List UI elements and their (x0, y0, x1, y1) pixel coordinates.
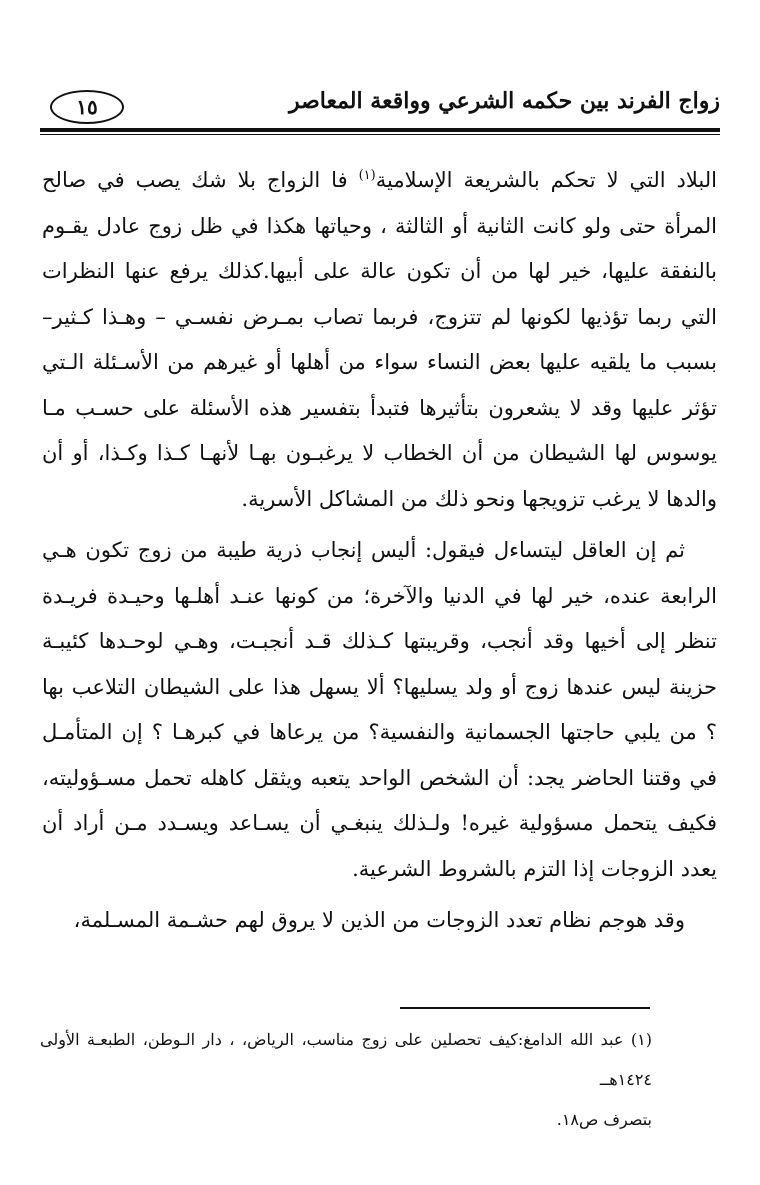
paragraph-1-rest: فا الزواج بلا شك يصب في صالح المرأة حتى ولو كانت الثانية أو الثالثة ، وحياتها هكذا في ظل زوج عادل يقـوم بالنفقة عليها، خير لها من أن تكون عالة على أبيها.كذلك يرفع عنها النظرات التي ربما تؤذيها لكونها لم تتزوج، فربما تصاب بمـرض نفسـي – وهـذا كـثير– بسبب ما يلقيه عليها بعض النساء سواء من أهلها أو غيرهم من الأسـئلة الـتي تؤثر عليها وقد لا يشعرون بتأثيرها فتبدأ بتفسير هذه الأسئلة على حسـب مـا يوسوس لها الشيطان من أن الخطاب لا يرغبـون بهـا لأنهـا كـذا وكـذا، أو أن والدها لا يرغب تزويجها ونحو ذلك من المشاكل الأسرية. (42, 168, 717, 511)
paragraph-1-start: البلاد التي لا تحكم بالشريعة الإسلامية (375, 168, 717, 192)
footnote-line-1: (١) عبد الله الدامغ:كيف تحصلين على زوج مناسب، الرياض، ، دار الـوطن، الطبعـة الأولى ١٤٢٤هــ (40, 1030, 653, 1089)
page-header (40, 84, 720, 128)
header-rule-thin (40, 134, 720, 135)
footnote-line-2: بتصرف ص١٨. (556, 1110, 652, 1129)
paragraph-1 (42, 158, 717, 522)
paragraph-2: ثم إن العاقل ليتساءل فيقول: أليس إنجاب ذرية طيبة من زوج تكون هـي الرابعة عنده، خير لها في الدنيا والآخرة؛ من كونها عنـد أهلـها وحيـدة فريـدة تنظر إلى أخيها وقد أنجب، وقريبتها كـذلك قـد أنجبـت، وهـي لوحـدها كئيبـة حزينة ليس عندها زوج أو ولد يسليها؟ ألا يسهل هذا على الشيطان التلاعب بها ؟ من يلبي حاجتها الجسمانية والنفسية؟ من يرعاها في كبرهـا ؟ إن المتأمـل في وقتنا الحاضر يجد: أن الشخص الواحد يتعبه ويثقل كاهله تحمل مسـؤوليته، فكيف يتحمل مسؤولية غيره! ولـذلك ينبغـي أن يسـاعد ويسـدد مـن أراد أن يعدد الزوجات إذا التزم بالشروط الشرعية. (42, 538, 717, 881)
body-text (42, 158, 717, 944)
page-number-badge: ١٥ (50, 90, 124, 124)
header-rule-thick (40, 128, 720, 132)
footnote-separator (400, 1007, 650, 1009)
footnote (40, 1020, 652, 1140)
running-title: زواج الفرند بين حكمه الشرعي وواقعة المعاصر (288, 88, 720, 114)
paragraph-3: وقد هوجم نظام تعدد الزوجات من الذين لا يروق لهم حشـمة المسـلمة، (73, 908, 685, 932)
footnote-reference[interactable]: (١) (358, 168, 376, 183)
